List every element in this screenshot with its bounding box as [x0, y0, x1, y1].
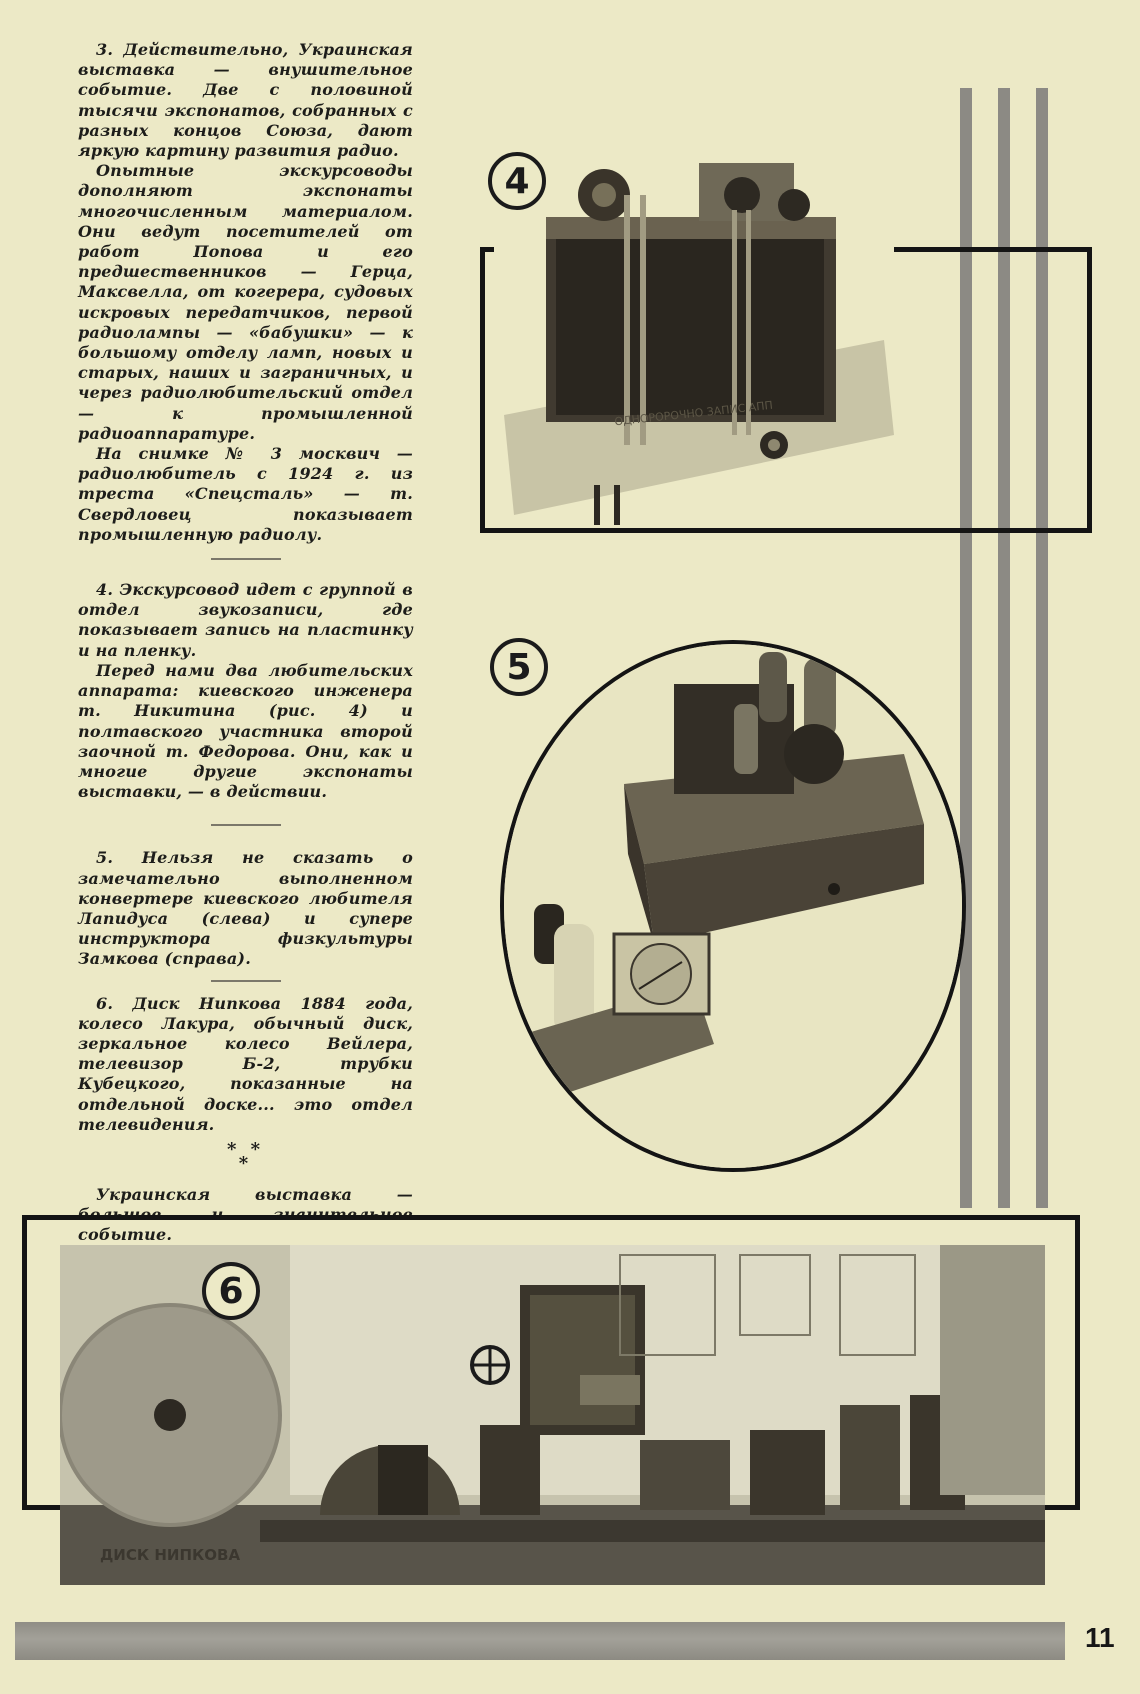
asterism: * * *	[226, 1138, 265, 1174]
section-4-paragraph-1: 4. Экскурсовод идет с группой в отдел звукозаписи, где показывает запись на пластинку и на пленку.	[78, 580, 413, 660]
section-3-paragraph-1: 3. Действительно, Украинская выставка — внушительное событие. Две с половиной тысячи экспонатов, собранных с разных концов Союза, дают яркую картину развития радио.	[78, 40, 413, 161]
page-number: 11	[1085, 1622, 1115, 1653]
figure-number-5: 5	[490, 638, 548, 696]
section-3-paragraph-2: Опытные экскурсоводы дополняют экспонаты многочисленным материалом. Они ведут посетителей от работ Попова и его предшественников — Герца, Максвелла, от когерера, судовых искровых передатчиков, первой радиолампы — «бабушки» — к большому отделу ламп, новых и старых, наших и заграничных, и через радиолюбительский отдел — к промышленной радиоаппаратуре.	[78, 161, 413, 443]
divider	[211, 980, 281, 982]
section-4-paragraph-2: Перед нами два любительских аппарата: киевского инженера т. Никитина (рис. 4) и полтавского участника второй заочной т. Федорова. Они, как и многие другие экспонаты выставки, — в действии.	[78, 660, 413, 802]
article-text-column	[78, 40, 413, 1246]
figure-number-6: 6	[202, 1262, 260, 1320]
section-3-paragraph-3: На снимке № 3 москвич — радиолюбитель с 1924 г. из треста «Спецсталь» — т. Свердловец показывает промышленную радиолу.	[78, 444, 413, 544]
figure-number-4: 4	[488, 152, 546, 210]
footer-bar	[15, 1622, 1065, 1660]
closing-paragraph: Украинская выставка — большое и значительное событие.	[78, 1184, 413, 1245]
photo-6-disk-caption: ДИСК НИПКОВА	[99, 1546, 241, 1564]
photo-5-receivers	[504, 644, 966, 1172]
divider	[211, 558, 281, 560]
photo-4-plate-text: ОДНОРОРОЧНО ЗАПИС АПП	[613, 398, 774, 429]
section-5-paragraph-1: 5. Нельзя не сказать о замечательно выполненном конвертере киевского любителя Лапидуса (слева) и супере инструктора физкультуры Замкова (справа).	[78, 848, 413, 969]
photo-4-sound-recorder	[494, 155, 894, 527]
photo-5-frame	[500, 640, 966, 1172]
section-6-paragraph-1: 6. Диск Нипкова 1884 года, колесо Лакура, обычный диск, зеркальное колесо Вейлера, телевизор Б-2, трубки Кубецкого, показанные на отдельной доске... это отдел телевидения.	[78, 993, 413, 1134]
divider	[211, 824, 281, 826]
